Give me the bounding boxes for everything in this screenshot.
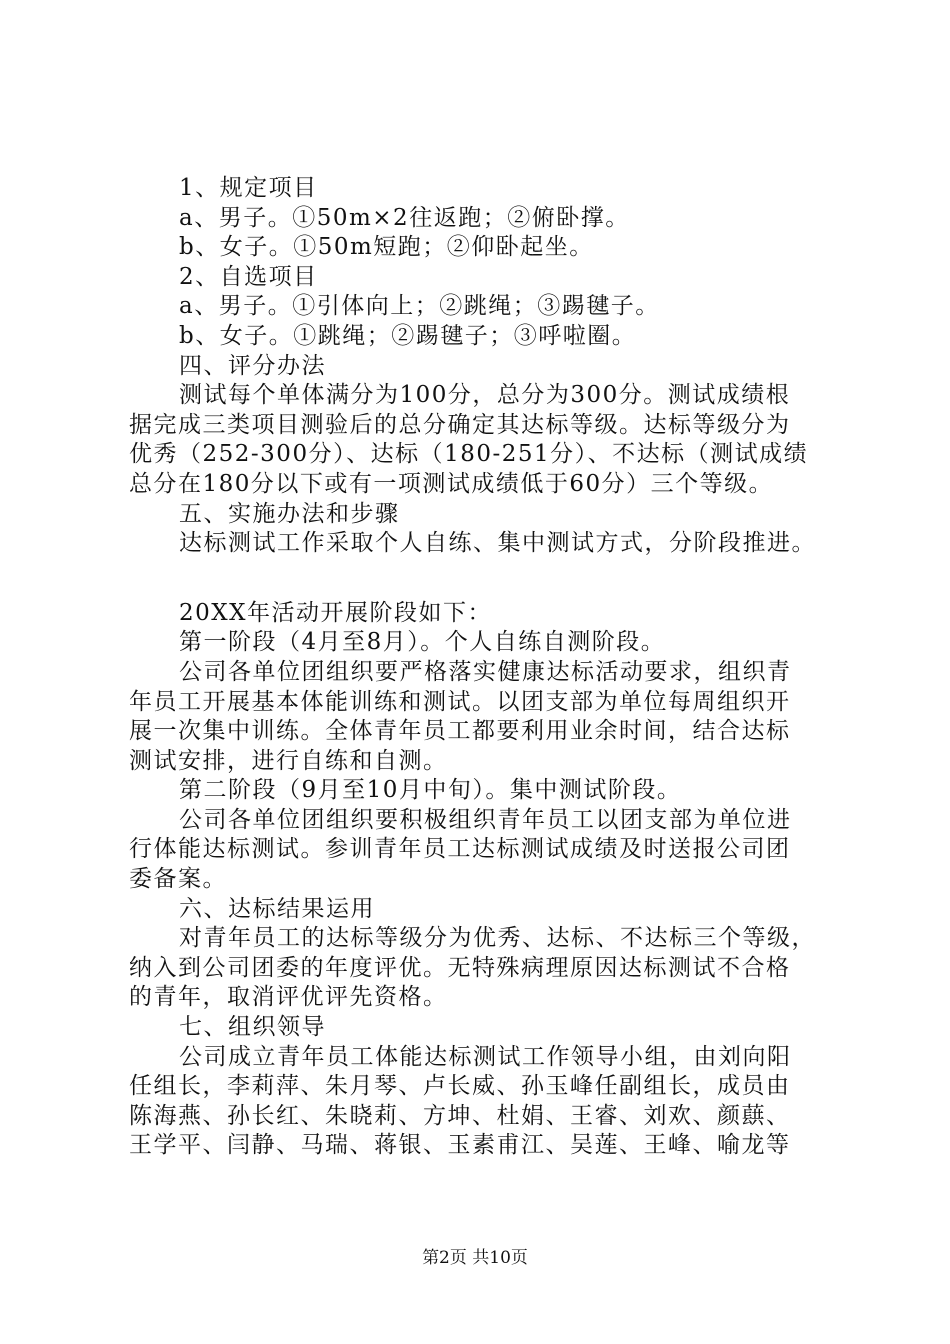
text-line: 据完成三类项目测验后的总分确定其达标等级。达标等级分为	[129, 411, 791, 438]
text-line: 公司各单位团组织要积极组织青年员工以团支部为单位进	[179, 806, 792, 833]
text-line: 对青年员工的达标等级分为优秀、达标、不达标三个等级，	[179, 925, 816, 952]
paragraph-gap	[129, 559, 851, 599]
text-line: 达标测试工作采取个人自练、集中测试方式，分阶段推进。	[179, 530, 816, 557]
text-line: 20XX年活动开展阶段如下：	[179, 599, 493, 626]
text-line: 公司各单位团组织要严格落实健康达标活动要求，组织青	[179, 658, 792, 685]
text-line: b、女子。①跳绳；②踢毽子；③呼啦圈。	[179, 322, 637, 349]
text-line: 任组长，李莉萍、朱月琴、卢长威、孙玉峰任副组长，成员由	[129, 1073, 791, 1100]
section-heading: 四、评分办法	[179, 352, 326, 379]
text-line: 陈海燕、孙长红、朱晓莉、方坤、杜娟、王睿、刘欢、颜蕻、	[129, 1102, 791, 1129]
text-line: 测试安排，进行自练和自测。	[129, 747, 448, 774]
section-heading: 七、组织领导	[179, 1014, 326, 1041]
text-line: a、男子。①50m×2往返跑；②俯卧撑。	[179, 204, 630, 231]
text-line: 测试每个单体满分为100分，总分为300分。测试成绩根	[179, 382, 791, 409]
document-body	[129, 174, 851, 1161]
section-heading: 五、实施办法和步骤	[179, 500, 400, 527]
text-line: 总分在180分以下或有一项测试成绩低于60分）三个等级。	[129, 470, 774, 497]
text-line: 第二阶段（9月至10月中旬）。集中测试阶段。	[179, 777, 682, 804]
text-line: 第一阶段（4月至8月）。个人自练自测阶段。	[179, 629, 666, 656]
text-line: 公司成立青年员工体能达标测试工作领导小组，由刘向阳	[179, 1043, 792, 1070]
text-line: 王学平、闫静、马瑞、蒋银、玉素甫江、吴莲、王峰、喻龙等	[129, 1132, 791, 1159]
page-number-footer: 第2页 共10页	[422, 1248, 528, 1268]
text-line: 年员工开展基本体能训练和测试。以团支部为单位每周组织开	[129, 688, 791, 715]
text-line: 委备案。	[129, 866, 227, 893]
text-line: 纳入到公司团委的年度评优。无特殊病理原因达标测试不合格	[129, 954, 791, 981]
text-line: 的青年，取消评优评先资格。	[129, 984, 448, 1011]
text-line: 1、规定项目	[179, 175, 318, 201]
text-line: b、女子。①50m短跑；②仰卧起坐。	[179, 234, 594, 261]
section-heading: 六、达标结果运用	[179, 895, 375, 922]
text-line: 2、自选项目	[179, 263, 318, 290]
text-line: a、男子。①引体向上；②跳绳；③踢毽子。	[179, 293, 660, 320]
text-line: 行体能达标测试。参训青年员工达标测试成绩及时送报公司团	[129, 836, 791, 863]
text-line: 展一次集中训练。全体青年员工都要利用业余时间，结合达标	[129, 718, 791, 745]
text-line: 优秀（252-300分）、达标（180-251分）、不达标（测试成绩	[129, 441, 809, 468]
